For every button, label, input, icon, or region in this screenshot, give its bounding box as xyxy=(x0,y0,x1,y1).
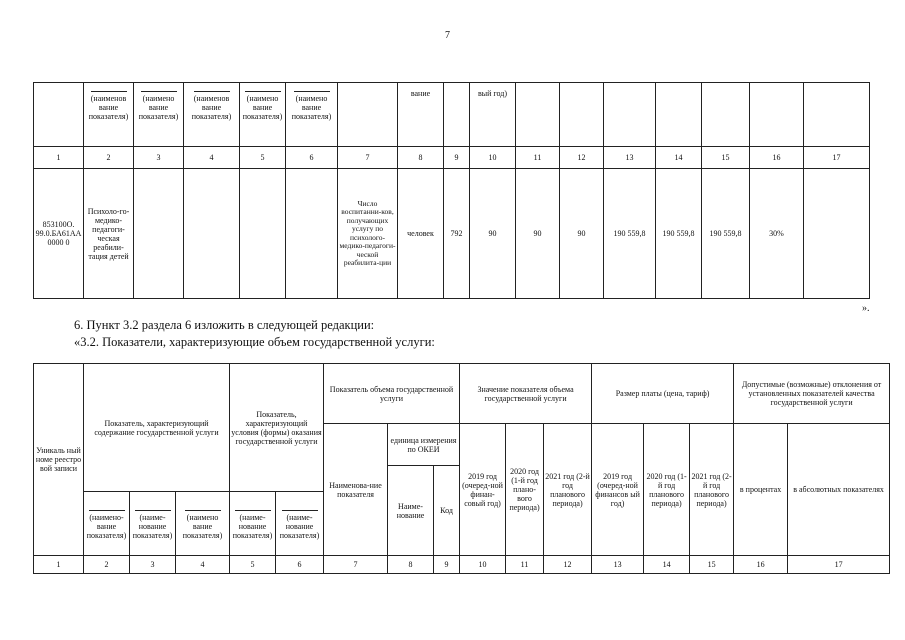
h-absolute: в абсолютных показателях xyxy=(788,424,890,556)
t2-num: 14 xyxy=(644,556,690,574)
t2-sub-label-text: (наиме-нование показателя) xyxy=(232,512,273,540)
t1-num: 8 xyxy=(398,147,444,169)
t1-sub-label-text: (наименов вание показателя) xyxy=(191,94,232,121)
h-fee-2019: 2019 год (очеред-ной финансов ый год) xyxy=(592,424,644,556)
t2-num: 9 xyxy=(434,556,460,574)
t1-row-cell xyxy=(184,169,240,299)
t1-cell xyxy=(750,83,804,147)
volume-table xyxy=(33,363,890,574)
h-volume: Показатель объема государственной услуги xyxy=(324,364,460,424)
t2-num: 7 xyxy=(324,556,388,574)
t1-num: 9 xyxy=(444,147,470,169)
t1-row-cell: 190 559,8 xyxy=(604,169,656,299)
t1-num: 10 xyxy=(470,147,516,169)
t2-num: 6 xyxy=(276,556,324,574)
continued-table xyxy=(33,82,870,299)
h-conditions: Показатель, характеризующий условия (формы) оказания государственной услуги xyxy=(230,364,324,492)
t1-sub-label xyxy=(240,83,286,147)
t1-cell xyxy=(604,83,656,147)
t1-sub-label xyxy=(84,83,134,147)
t2-num: 8 xyxy=(388,556,434,574)
t1-sub-label xyxy=(184,83,240,147)
t1-sub-label-text: (наимено вание показателя) xyxy=(242,94,283,121)
t1-row-cell: 792 xyxy=(444,169,470,299)
t2-num: 10 xyxy=(460,556,506,574)
t2-num: 13 xyxy=(592,556,644,574)
t1-row-cell xyxy=(286,169,338,299)
t1-cell xyxy=(444,83,470,147)
t1-sub-label-text: (наимено вание показателя) xyxy=(291,94,332,121)
t1-cell xyxy=(560,83,604,147)
t2-num: 4 xyxy=(176,556,230,574)
t1-row-cell: 853100О. 99.0.БА61АА0000 0 xyxy=(34,169,84,299)
t1-num: 3 xyxy=(134,147,184,169)
t2-num: 2 xyxy=(84,556,130,574)
t1-row-cell: 190 559,8 xyxy=(702,169,750,299)
heading-3-2: «3.2. Показатели, характеризующие объем государственной услуги: xyxy=(74,335,435,349)
h-fee: Размер платы (цена, тариф) xyxy=(592,364,734,424)
t2-num: 3 xyxy=(130,556,176,574)
h-content: Показатель, характеризующий содержание государственной услуги xyxy=(84,364,230,492)
t1-cell xyxy=(338,83,398,147)
t1-num: 1 xyxy=(34,147,84,169)
t1-num: 12 xyxy=(560,147,604,169)
t1-row-cell xyxy=(804,169,870,299)
h-unique-number: Уникаль ный номе реестро вой записи xyxy=(34,364,84,556)
t1-row-cell xyxy=(240,169,286,299)
t1-row-cell: 30% xyxy=(750,169,804,299)
t1-num: 7 xyxy=(338,147,398,169)
t1-sub-label xyxy=(134,83,184,147)
t1-num: 5 xyxy=(240,147,286,169)
t1-row-cell xyxy=(134,169,184,299)
t1-row-cell: человек xyxy=(398,169,444,299)
t1-sub-label-text: (наимено вание показателя) xyxy=(138,94,179,121)
h-value-2019: 2019 год (очеред-ной финан-совый год) xyxy=(460,424,506,556)
t1-num: 14 xyxy=(656,147,702,169)
h-fee-2020: 2020 год (1-й год планового периода) xyxy=(644,424,690,556)
closing-quote: ». xyxy=(862,303,870,314)
t1-num: 11 xyxy=(516,147,560,169)
page-number: 7 xyxy=(445,30,450,41)
t1-sub-label-text: (наименов вание показателя) xyxy=(88,94,129,121)
t2-sub-label-text: (наиме-нование показателя) xyxy=(132,512,173,540)
t1-sub-label xyxy=(286,83,338,147)
t2-sub-label xyxy=(276,492,324,556)
t1-row-cell: 90 xyxy=(516,169,560,299)
t2-sub-label-text: (наимено вание показателя) xyxy=(182,512,223,540)
t1-num: 13 xyxy=(604,147,656,169)
h-fee-2021: 2021 год (2-й год планового периода) xyxy=(690,424,734,556)
t1-row-cell: Психоло-го-медико-педагоги-ческая реабили-тация детей xyxy=(84,169,134,299)
t2-num: 11 xyxy=(506,556,544,574)
h-deviation: Допустимые (возможные) отклонения от установленных показателей качества государственной услуги xyxy=(734,364,890,424)
t1-cell xyxy=(516,83,560,147)
h-percent: в процентах xyxy=(734,424,788,556)
t1-row-cell: 190 559,8 xyxy=(656,169,702,299)
h-value-2020: 2020 год (1-й год плано-вого периода) xyxy=(506,424,544,556)
t1-row-cell: 90 xyxy=(470,169,516,299)
t1-num: 2 xyxy=(84,147,134,169)
h-value-2021: 2021 год (2-й год планового периода) xyxy=(544,424,592,556)
t2-sub-label-text: (наимено-вание показателя) xyxy=(86,512,127,540)
t2-sub-label xyxy=(130,492,176,556)
heading-point-6: 6. Пункт 3.2 раздела 6 изложить в следующей редакции: xyxy=(74,318,375,332)
t1-c10: вый год) xyxy=(470,83,516,147)
t1-row-cell: Число воспитанни-ков, получающих услугу по психолого-медико-педагоги-ческой реабилита-ции xyxy=(338,169,398,299)
h-indicator-name: Наименова-ние показателя xyxy=(324,424,388,556)
t1-num: 17 xyxy=(804,147,870,169)
t1-num: 16 xyxy=(750,147,804,169)
t1-num: 4 xyxy=(184,147,240,169)
t2-num: 5 xyxy=(230,556,276,574)
t2-sub-label xyxy=(230,492,276,556)
h-unit: единица измерения по ОКЕИ xyxy=(388,424,460,466)
h-unit-name: Наиме-нование xyxy=(388,466,434,556)
t2-num: 15 xyxy=(690,556,734,574)
t1-cell xyxy=(656,83,702,147)
h-value: Значение показателя объема государственной услуги xyxy=(460,364,592,424)
t1-num: 15 xyxy=(702,147,750,169)
t1-cell xyxy=(702,83,750,147)
t2-num: 17 xyxy=(788,556,890,574)
t2-sub-label xyxy=(176,492,230,556)
t2-sub-label xyxy=(84,492,130,556)
t1-cell xyxy=(804,83,870,147)
t1-num: 6 xyxy=(286,147,338,169)
t2-num: 16 xyxy=(734,556,788,574)
t1-c8: вание xyxy=(398,83,444,147)
t2-sub-label-text: (наиме-нование показателя) xyxy=(279,512,320,540)
h-unit-code: Код xyxy=(434,466,460,556)
t1-cell xyxy=(34,83,84,147)
t1-row-cell: 90 xyxy=(560,169,604,299)
t2-num: 12 xyxy=(544,556,592,574)
t2-num: 1 xyxy=(34,556,84,574)
